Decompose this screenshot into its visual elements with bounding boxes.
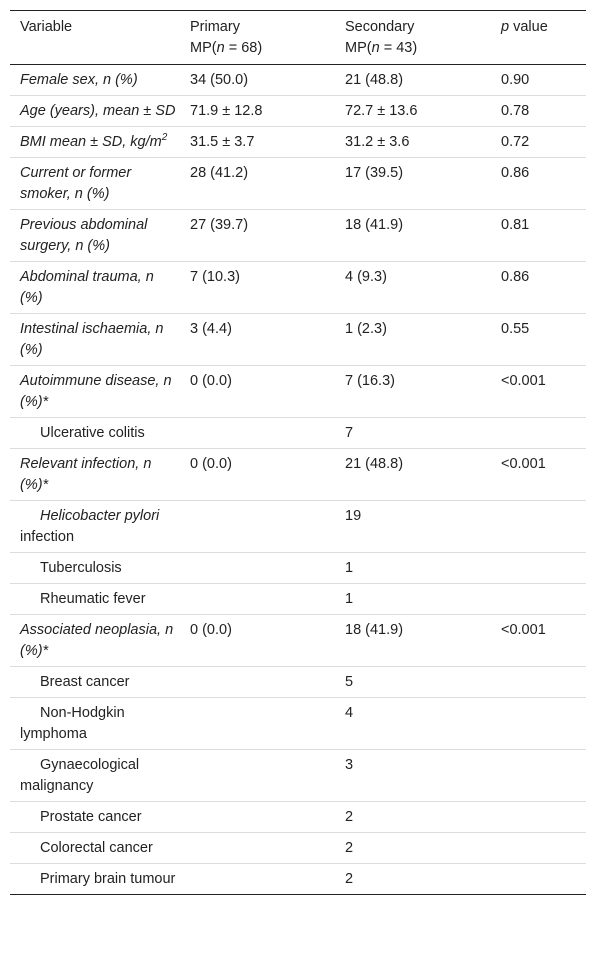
subrow-variable: Breast cancer — [10, 667, 180, 698]
row-pvalue: 0.78 — [491, 96, 586, 127]
row-pvalue: 0.81 — [491, 210, 586, 262]
table-row — [10, 96, 586, 127]
row-secondary: 1 (2.3) — [335, 314, 491, 366]
table-row — [10, 65, 586, 96]
subrow-pvalue — [491, 667, 586, 698]
subrow-secondary: 19 — [335, 501, 491, 553]
row-primary: 0 (0.0) — [180, 449, 335, 501]
subrow-variable — [10, 501, 180, 553]
subrow-secondary: 1 — [335, 553, 491, 584]
table-subrow — [10, 584, 586, 615]
row-primary: 34 (50.0) — [190, 72, 249, 88]
row-variable-sup: 2 — [161, 132, 168, 144]
header-primary-pre: MP( — [190, 40, 217, 56]
header-variable-label: Variable — [20, 19, 73, 35]
subrow-variable: Non-Hodgkin lymphoma — [10, 698, 180, 750]
table-row — [10, 314, 586, 366]
row-primary: 0 (0.0) — [180, 615, 335, 667]
row-pvalue: 0.72 — [491, 127, 586, 158]
row-variable: Female sex, n (%) — [20, 72, 138, 88]
header-primary-post: = 68) — [224, 40, 263, 56]
table-row — [10, 615, 586, 667]
row-secondary: 4 (9.3) — [335, 262, 491, 314]
table-subrow — [10, 501, 586, 553]
subrow-secondary: 5 — [335, 667, 491, 698]
subrow-secondary: 1 — [335, 584, 491, 615]
row-variable: Abdominal trauma, n (%) — [10, 262, 180, 314]
subrow-primary — [180, 802, 335, 833]
subrow-variable-rest: infection — [20, 529, 75, 545]
subrow-pvalue — [491, 864, 586, 895]
subrow-pvalue — [491, 698, 586, 750]
row-variable: Intestinal ischaemia, n (%) — [10, 314, 180, 366]
subrow-primary — [180, 698, 335, 750]
row-secondary: 21 (48.8) — [335, 449, 491, 501]
row-secondary: 72.7 ± 13.6 — [335, 96, 491, 127]
header-primary — [180, 11, 335, 65]
row-variable — [10, 127, 180, 158]
header-secondary-n: n — [371, 40, 380, 56]
row-primary: 31.5 ± 3.7 — [180, 127, 335, 158]
table-subrow — [10, 418, 586, 449]
row-variable: Relevant infection, n (%)* — [10, 449, 180, 501]
data-table — [10, 11, 586, 894]
table-subrow — [10, 698, 586, 750]
header-secondary — [335, 11, 491, 65]
row-variable: Autoimmune disease, n (%)* — [10, 366, 180, 418]
table-row — [10, 366, 586, 418]
subrow-secondary: 2 — [335, 802, 491, 833]
row-variable: Current or former smoker, n (%) — [10, 158, 180, 210]
row-pvalue: 0.86 — [491, 158, 586, 210]
row-variable: Associated neoplasia, n (%)* — [10, 615, 180, 667]
subrow-primary — [180, 667, 335, 698]
subrow-pvalue — [491, 750, 586, 802]
row-primary: 71.9 ± 12.8 — [180, 96, 335, 127]
subrow-variable: Ulcerative colitis — [10, 418, 180, 449]
subrow-secondary: 3 — [335, 750, 491, 802]
subrow-pvalue — [491, 553, 586, 584]
header-row — [10, 11, 586, 65]
row-primary: 0 (0.0) — [180, 366, 335, 418]
table-row — [10, 158, 586, 210]
header-pvalue — [491, 11, 586, 65]
row-pvalue: <0.001 — [491, 615, 586, 667]
row-secondary: 17 (39.5) — [335, 158, 491, 210]
subrow-primary — [180, 418, 335, 449]
subrow-pvalue — [491, 833, 586, 864]
subrow-secondary: 2 — [335, 833, 491, 864]
row-pvalue: 0.55 — [491, 314, 586, 366]
subrow-primary — [180, 501, 335, 553]
row-secondary: 18 (41.9) — [335, 210, 491, 262]
table-row — [10, 262, 586, 314]
row-primary: 28 (41.2) — [180, 158, 335, 210]
table-subrow — [10, 833, 586, 864]
table-header — [10, 11, 586, 65]
subrow-pvalue — [491, 501, 586, 553]
row-pvalue: 0.90 — [501, 72, 530, 88]
row-primary: 27 (39.7) — [180, 210, 335, 262]
subrow-secondary: 4 — [335, 698, 491, 750]
header-secondary-line1: Secondary — [345, 19, 415, 35]
subrow-primary — [180, 553, 335, 584]
subrow-primary — [180, 864, 335, 895]
row-primary: 7 (10.3) — [180, 262, 335, 314]
table-subrow — [10, 553, 586, 584]
row-pvalue: 0.86 — [491, 262, 586, 314]
subrow-variable: Gynaecological malignancy — [10, 750, 180, 802]
subrow-secondary: 7 — [335, 418, 491, 449]
row-secondary: 21 (48.8) — [345, 72, 404, 88]
table-subrow — [10, 750, 586, 802]
subrow-primary — [180, 750, 335, 802]
subrow-variable: Prostate cancer — [10, 802, 180, 833]
subrow-variable: Rheumatic fever — [10, 584, 180, 615]
row-pvalue: <0.001 — [491, 366, 586, 418]
header-secondary-post: = 43) — [379, 40, 418, 56]
header-pvalue-rest: value — [509, 19, 548, 35]
row-primary: 3 (4.4) — [180, 314, 335, 366]
header-variable — [10, 11, 180, 65]
header-primary-line1: Primary — [190, 19, 240, 35]
table-row — [10, 449, 586, 501]
subrow-variable: Primary brain tumour — [10, 864, 180, 895]
table-subrow — [10, 802, 586, 833]
subrow-pvalue — [491, 584, 586, 615]
row-pvalue: <0.001 — [491, 449, 586, 501]
subrow-primary — [180, 833, 335, 864]
subrow-variable: Tuberculosis — [10, 553, 180, 584]
subrow-pvalue — [491, 418, 586, 449]
subrow-pvalue — [491, 802, 586, 833]
row-variable: Previous abdominal surgery, n (%) — [10, 210, 180, 262]
header-primary-n: n — [216, 40, 225, 56]
table-row — [10, 127, 586, 158]
subrow-secondary: 2 — [335, 864, 491, 895]
table-body — [10, 65, 586, 895]
subrow-primary — [180, 584, 335, 615]
table-subrow — [10, 864, 586, 895]
row-variable-text: BMI mean ± SD, kg/m — [20, 134, 162, 150]
row-secondary: 7 (16.3) — [335, 366, 491, 418]
row-secondary: 31.2 ± 3.6 — [335, 127, 491, 158]
header-pvalue-p: p — [501, 19, 510, 35]
table-subrow — [10, 667, 586, 698]
subrow-variable: Colorectal cancer — [10, 833, 180, 864]
row-variable: Age (years), mean ± SD — [10, 96, 180, 127]
subrow-variable-italic: Helicobacter pylori — [40, 508, 160, 524]
header-secondary-pre: MP( — [345, 40, 372, 56]
row-secondary: 18 (41.9) — [335, 615, 491, 667]
data-table-container — [10, 10, 586, 895]
table-row — [10, 210, 586, 262]
